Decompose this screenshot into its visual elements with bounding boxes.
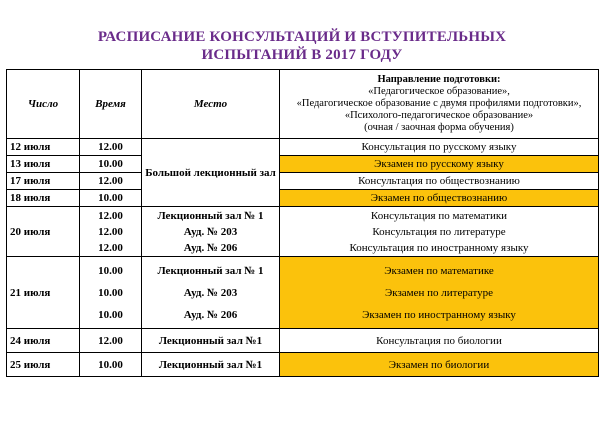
table-row <box>7 329 599 353</box>
row-time: 10.00 <box>80 353 142 377</box>
row-time: 12.00 <box>80 173 142 190</box>
row-time: 10.00 <box>80 190 142 207</box>
time-3: 12.00 <box>98 241 123 254</box>
header-place: Место <box>142 70 280 139</box>
direction-line-4: (очная / заочная форма обучения) <box>364 122 514 133</box>
row-time: 12.00 <box>80 329 142 353</box>
header-date: Число <box>7 70 80 139</box>
event-1: Экзамен по математике <box>384 264 494 277</box>
event-2: Консультация по литературе <box>372 225 506 238</box>
row-times <box>80 257 142 329</box>
time-2: 10.00 <box>98 286 123 299</box>
table-row <box>7 190 599 207</box>
row-date: 18 июля <box>7 190 80 207</box>
place-3: Ауд. № 206 <box>183 308 238 321</box>
event-1: Консультация по математики <box>370 209 508 222</box>
row-date: 12 июля <box>7 139 80 156</box>
row-time: 10.00 <box>80 156 142 173</box>
table-row <box>7 173 599 190</box>
direction-line-1: «Педагогическое образование», <box>368 86 510 97</box>
row-times <box>80 207 142 257</box>
row-places <box>142 257 280 329</box>
direction-line-2: «Педагогическое образование с двумя профилями подготовки», <box>296 98 582 109</box>
place-1: Лекционный зал № 1 <box>157 264 264 277</box>
header-time: Время <box>80 70 142 139</box>
place-1: Лекционный зал № 1 <box>157 209 264 222</box>
title-line-1: РАСПИСАНИЕ КОНСУЛЬТАЦИЙ И ВСТУПИТЕЛЬНЫХ <box>97 29 507 45</box>
event-3: Консультация по иностранному языку <box>349 241 529 254</box>
table-header-row <box>7 70 599 139</box>
time-2: 12.00 <box>98 225 123 238</box>
row-date: 20 июля <box>7 207 80 257</box>
direction-title: Направление подготовки: <box>377 74 501 85</box>
table-row <box>7 353 599 377</box>
row-date: 17 июля <box>7 173 80 190</box>
row-event: Экзамен по биологии <box>280 353 599 377</box>
row-event: Экзамен по русскому языку <box>280 156 599 173</box>
row-date: 24 июля <box>7 329 80 353</box>
table-row <box>7 139 599 156</box>
place-3: Ауд. № 206 <box>183 241 238 254</box>
place-2: Ауд. № 203 <box>183 286 238 299</box>
row-place-big-hall: Большой лекционный зал <box>142 139 280 207</box>
row-date: 21 июля <box>7 257 80 329</box>
place-2: Ауд. № 203 <box>183 225 238 238</box>
row-time: 12.00 <box>80 139 142 156</box>
schedule-table <box>6 69 599 377</box>
time-1: 10.00 <box>98 264 123 277</box>
time-3: 10.00 <box>98 308 123 321</box>
row-place: Лекционный зал №1 <box>142 329 280 353</box>
table-row <box>7 207 599 257</box>
time-1: 12.00 <box>98 209 123 222</box>
page-title <box>0 28 604 64</box>
row-event: Консультация по обществознанию <box>280 173 599 190</box>
row-event: Консультация по биологии <box>280 329 599 353</box>
row-events <box>280 257 599 329</box>
title-line-2: ИСПЫТАНИЙ В 2017 ГОДУ <box>201 47 403 63</box>
row-date: 13 июля <box>7 156 80 173</box>
header-direction <box>280 70 599 139</box>
row-events <box>280 207 599 257</box>
event-2: Экзамен по литературе <box>384 286 493 299</box>
row-place: Лекционный зал №1 <box>142 353 280 377</box>
row-places <box>142 207 280 257</box>
event-3: Экзамен по иностранному языку <box>362 308 516 321</box>
row-event: Консультация по русскому языку <box>280 139 599 156</box>
table-row <box>7 156 599 173</box>
table-row <box>7 257 599 329</box>
row-date: 25 июля <box>7 353 80 377</box>
row-event: Экзамен по обществознанию <box>280 190 599 207</box>
direction-line-3: «Психолого-педагогическое образование» <box>344 110 534 121</box>
